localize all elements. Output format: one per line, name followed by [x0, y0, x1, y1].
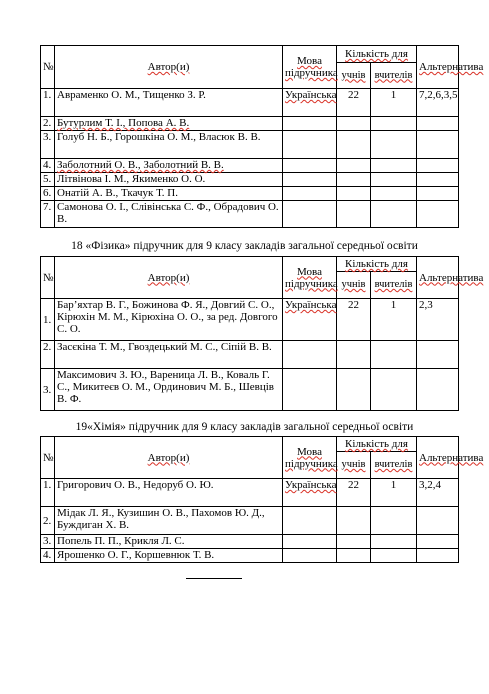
language-cell: Українська	[283, 299, 337, 341]
header-teachers: вчителів	[371, 272, 417, 299]
header-alternative: Альтернатива	[417, 257, 459, 299]
header-number: №	[41, 257, 55, 299]
author-cell: Григорович О. В., Недоруб О. Ю.	[55, 479, 283, 507]
header-author: Автор(и)	[55, 437, 283, 479]
author-cell: Мідак Л. Я., Кузишин О. В., Пахомов Ю. Д., Буждиган Х. В.	[55, 507, 283, 535]
author-cell: Засєкіна Т. М., Гвоздецький М. С., Сіпій В. В.	[55, 341, 283, 369]
table-row: 2. Мідак Л. Я., Кузишин О. В., Пахомов Ю. Д., Буждиган Х. В.	[41, 507, 459, 535]
header-students: учнів	[337, 272, 371, 299]
header-number: №	[41, 46, 55, 89]
author-cell: Авраменко О. М., Тищенко З. Р.	[55, 89, 283, 117]
footnote-separator	[186, 578, 242, 579]
header-number: №	[41, 437, 55, 479]
header-author: Автор(и)	[55, 257, 283, 299]
header-count: Кількість для	[337, 46, 417, 63]
table-row: 5. Літвінова І. М., Якименко О. О.	[41, 173, 459, 187]
table-row: 1. Григорович О. В., Недоруб О. Ю. Українська 22 1 3,2,4	[41, 479, 459, 507]
language-cell: Українська	[283, 89, 337, 117]
header-teachers: вчителів	[371, 452, 417, 479]
table-row: 4. Ярошенко О. Г., Коршевнюк Т. В.	[41, 549, 459, 563]
header-alternative: Альтернатива	[417, 46, 459, 89]
author-cell: Голуб Н. Б., Горошкіна О. М., Власюк В. В.	[55, 131, 283, 159]
header-author: Автор(и)	[55, 46, 283, 89]
table-row: 2. Засєкіна Т. М., Гвоздецький М. С., Сіпій В. В.	[41, 341, 459, 369]
header-students: учнів	[337, 452, 371, 479]
header-alternative: Альтернатива	[417, 437, 459, 479]
table-row: 1. Бар’яхтар В. Г., Божинова Ф. Я., Довгий С. О., Кірюхін М. М., Кірюхіна О. О., за ред. Довгого С. О. Українська 22 1 2,3	[41, 299, 459, 341]
header-language: Мова підручника	[283, 46, 337, 89]
table-row: 7. Самонова О. І., Слівінська С. Ф., Обрадович О. В.	[41, 201, 459, 228]
section-caption-physics: 18 «Фізика» підручник для 9 класу закладів загальної середньої освіти	[71, 240, 418, 252]
author-cell: Бутурлим Т. І., Попова А. В.	[55, 117, 283, 131]
header-students: учнів	[337, 63, 371, 89]
table-row: 2. Бутурлим Т. І., Попова А. В.	[41, 117, 459, 131]
author-cell: Бар’яхтар В. Г., Божинова Ф. Я., Довгий С. О., Кірюхін М. М., Кірюхіна О. О., за ред. Довгого С. О.	[55, 299, 283, 341]
header-count: Кількість для	[337, 437, 417, 452]
table-row: 3. Голуб Н. Б., Горошкіна О. М., Власюк В. В.	[41, 131, 459, 159]
table-row: 1. Авраменко О. М., Тищенко З. Р. Українська 22 1 7,2,6,3,5	[41, 89, 459, 117]
textbook-table-1	[40, 45, 484, 228]
section-caption-chemistry: 19«Хімія» підручник для 9 класу закладів загальної середньої освіти	[75, 421, 414, 433]
header-language: Мова підручника	[283, 257, 337, 299]
author-cell: Онатій А. В., Ткачук Т. П.	[55, 187, 283, 201]
table-row: 6. Онатій А. В., Ткачук Т. П.	[41, 187, 459, 201]
author-cell: Заболотний О. В., Заболотний В. В.	[55, 159, 283, 173]
language-cell: Українська	[283, 479, 337, 507]
author-cell: Самонова О. І., Слівінська С. Ф., Обрадович О. В.	[55, 201, 283, 228]
table-row: 3. Попель П. П., Крикля Л. С.	[41, 535, 459, 549]
textbook-table-3	[40, 436, 484, 563]
header-language: Мова підручника	[283, 437, 337, 479]
header-teachers: вчителів	[371, 63, 417, 89]
table-row: 4. Заболотний О. В., Заболотний В. В.	[41, 159, 459, 173]
header-count: Кількість для	[337, 257, 417, 272]
textbook-table-2	[40, 256, 484, 411]
author-cell: Ярошенко О. Г., Коршевнюк Т. В.	[55, 549, 283, 563]
author-cell: Попель П. П., Крикля Л. С.	[55, 535, 283, 549]
author-cell: Максимович З. Ю., Вареница Л. В., Коваль Г. С., Микитеєв О. М., Ординович М. Б., Шевців В. Ф.	[55, 369, 283, 411]
author-cell: Літвінова І. М., Якименко О. О.	[55, 173, 283, 187]
table-row: 3. Максимович З. Ю., Вареница Л. В., Коваль Г. С., Микитеєв О. М., Ординович М. Б., Шевців В. Ф.	[41, 369, 459, 411]
